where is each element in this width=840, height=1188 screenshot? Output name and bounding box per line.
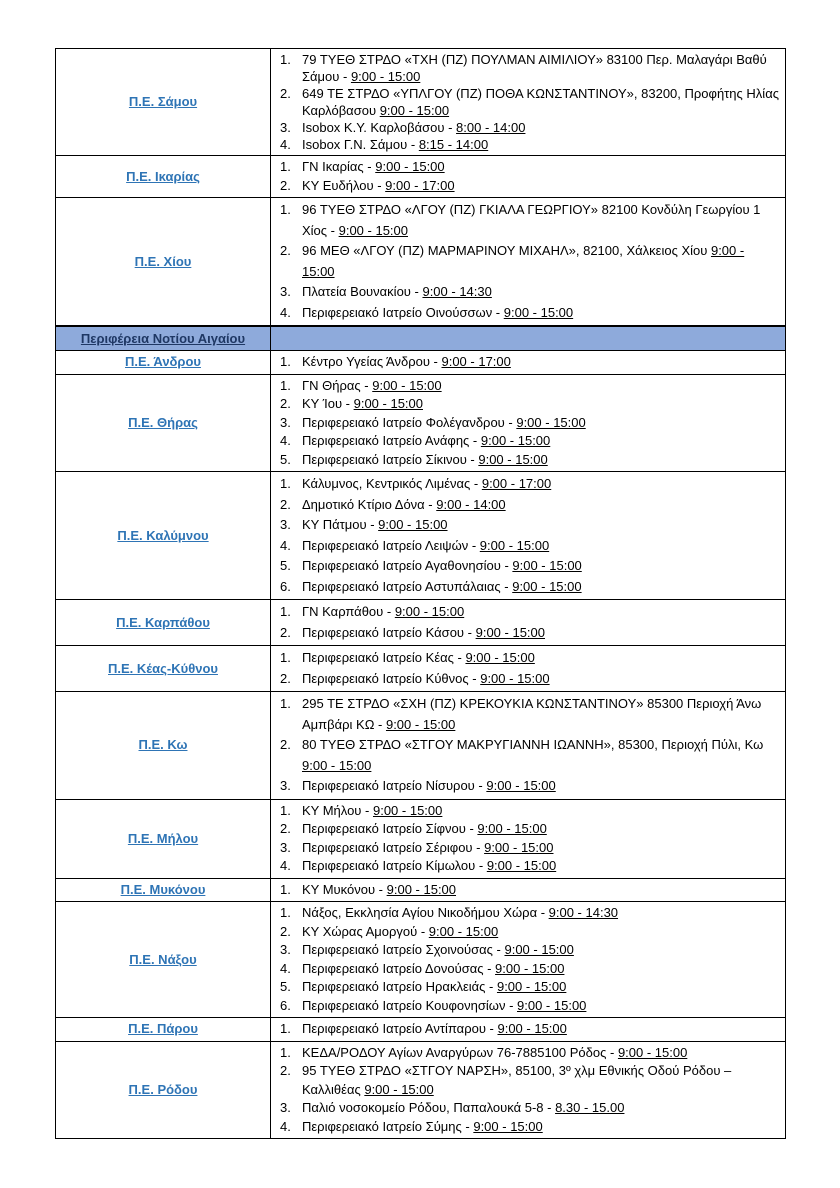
facility-name: Isobox Κ.Υ. Καρλοβάσου - (302, 120, 457, 135)
facility-name: 295 ΤΕ ΣΤΡΔΟ «ΣΧΗ (ΠΖ) ΚΡΕΚΟΥΚΙΑ ΚΩΝΣΤΑΝΤΙΝΟΥ» 85300 Περιοχή Άνω Αμπβάρι ΚΩ - (302, 696, 762, 732)
facility-item-text (302, 978, 781, 997)
facility-list-item (271, 474, 781, 495)
regional-unit-link[interactable]: Π.Ε. Ικαρίας (126, 168, 200, 184)
facility-item-number: 3. (280, 1100, 291, 1115)
facility-item-text (302, 451, 781, 470)
facility-hours: 9:00 - 15:00 (495, 960, 565, 976)
facility-name: Isobox Γ.Ν. Σάμου - (302, 137, 419, 152)
regional-unit-row (56, 600, 786, 646)
facility-item-number: 3. (280, 778, 291, 793)
facility-name: Περιφερειακό Ιατρείο Αστυπάλαιας - (302, 578, 513, 594)
facility-item-text (302, 85, 781, 119)
facility-list-cell (271, 472, 786, 600)
facility-list-item (271, 1020, 781, 1039)
facility-item-text (302, 960, 781, 979)
regional-unit-link[interactable]: Π.Ε. Θήρας (128, 414, 198, 430)
facility-hours: 9:00 - 17:00 (481, 476, 552, 491)
facility-list-item (271, 881, 781, 900)
facility-hours: 9:00 - 15:00 (517, 997, 587, 1013)
facility-item-number: 4. (280, 858, 291, 873)
facility-hours: 9:00 - 15:00 (486, 778, 556, 793)
facility-name: Περιφερειακό Ιατρείο Κέας - (302, 650, 466, 665)
facility-list-item (271, 669, 781, 690)
facility-item-number: 3. (280, 839, 291, 855)
facility-item-number: 1. (280, 696, 291, 711)
facility-name: Περιφερειακό Ιατρείο Σέριφου - (302, 839, 485, 855)
facility-item-text (302, 857, 781, 876)
facility-list-cell (271, 799, 786, 878)
facility-item-number: 5. (280, 451, 291, 467)
regional-unit-name-cell (56, 1018, 271, 1042)
facility-list-item (271, 820, 781, 839)
regional-unit-row (56, 198, 786, 327)
facility-hours: 9:00 - 15:00 (486, 858, 557, 873)
regional-unit-row (56, 878, 786, 902)
facility-item-text (302, 776, 781, 797)
regional-unit-row (56, 1018, 786, 1042)
facility-hours: 9:00 - 15:00 (504, 942, 574, 957)
facility-item-number: 4. (280, 1118, 291, 1134)
facility-hours: 9:00 - 15:00 (428, 923, 499, 939)
facility-item-text (302, 495, 781, 516)
facility-item-number: 2. (280, 243, 291, 258)
facility-list-cell (271, 878, 786, 902)
facility-item-text (302, 136, 781, 153)
facility-item-number: 5. (280, 979, 291, 994)
facility-item-text (302, 1099, 781, 1118)
facility-name: ΚΥ Μυκόνου - (302, 881, 387, 897)
facility-name: Περιφερειακό Ιατρείο Αντίπαρου - (302, 1021, 498, 1036)
facility-list-cell (271, 1018, 786, 1042)
facility-item-text (302, 177, 781, 196)
facility-item-number: 1. (280, 604, 291, 619)
facility-hours: 9:00 - 15:00 (512, 558, 582, 573)
facility-item-number: 3. (280, 517, 291, 532)
regional-unit-link[interactable]: Π.Ε. Άνδρου (125, 354, 201, 370)
facility-item-text (302, 536, 781, 557)
facility-name: 95 ΤΥΕΘ ΣΤΡΔΟ «ΣΤΓΟΥ ΝΑΡΣΗ», 85100, 3º χλμ Εθνικής Οδού Ρόδου – Καλλιθέας (302, 1063, 732, 1097)
facility-list-item (271, 158, 781, 177)
regional-unit-link[interactable]: Π.Ε. Μήλου (127, 830, 199, 846)
facility-hours: 9:00 - 17:00 (385, 177, 455, 193)
facility-list-item (271, 451, 781, 470)
facility-list-item (271, 960, 781, 979)
facility-item-text (302, 623, 781, 644)
facility-item-number: 2. (280, 177, 291, 193)
facility-item-text (302, 997, 781, 1016)
facility-item-text (302, 414, 781, 433)
regional-unit-name-cell (56, 878, 271, 902)
regional-unit-row (56, 692, 786, 800)
facility-list-item (271, 85, 781, 119)
facility-hours: 9:00 - 15:00 (516, 414, 586, 430)
facility-hours: 9:00 - 15:00 (479, 537, 550, 553)
regional-unit-link[interactable]: Π.Ε. Νάξου (129, 951, 197, 967)
facility-list-item (271, 978, 781, 997)
facility-hours: 9:00 - 15:00 (350, 69, 421, 84)
facility-list-item (271, 904, 781, 923)
facility-name: ΓΝ Θήρας - (302, 377, 373, 393)
facility-list-cell (271, 156, 786, 198)
facilities-table-body (56, 49, 786, 1139)
facility-name: Περιφερειακό Ιατρείο Νίσυρου - (302, 778, 487, 793)
facility-item-number: 4. (280, 304, 291, 320)
facility-item-text (302, 839, 781, 858)
document-page (55, 48, 785, 1139)
facility-hours: 8.30 - 15.00 (555, 1100, 625, 1115)
facility-name: 96 ΜΕΘ «ΛΓΟΥ (ΠΖ) ΜΑΡΜΑΡΙΝΟΥ ΜΙΧΑΗΛ», 82100, Χάλκειος Χίου (302, 243, 711, 258)
regional-unit-link[interactable]: Π.Ε. Κω (138, 737, 188, 753)
facility-item-number: 2. (280, 624, 291, 640)
facility-item-number: 4. (280, 137, 291, 152)
facility-item-number: 1. (280, 354, 291, 369)
facility-item-text (302, 881, 781, 900)
regional-unit-link[interactable]: Π.Ε. Πάρου (128, 1021, 198, 1037)
facility-item-number: 1. (280, 881, 291, 897)
facility-list-cell (271, 351, 786, 375)
facility-hours: 9:00 - 15:00 (496, 979, 567, 994)
facility-item-number: 2. (280, 396, 291, 411)
facility-hours: 9:00 - 15:00 (379, 103, 450, 118)
facility-item-number: 2. (280, 821, 291, 836)
facility-item-text (302, 1062, 781, 1099)
facility-item-number: 1. (280, 159, 291, 174)
facility-item-text (302, 515, 781, 536)
regional-unit-name-cell (56, 646, 271, 692)
facility-item-number: 6. (280, 997, 291, 1013)
facility-item-text (302, 904, 781, 923)
facility-item-text (302, 1020, 781, 1039)
facility-hours: 9:00 - 15:00 (503, 304, 574, 320)
facility-item-number: 3. (280, 284, 291, 299)
regional-unit-link[interactable]: Π.Ε. Σάμου (128, 94, 198, 109)
facility-item-text (302, 802, 781, 821)
facility-list-item (271, 923, 781, 942)
facility-item-number: 4. (280, 537, 291, 553)
facility-item-text (302, 648, 781, 669)
facility-item-number: 1. (280, 650, 291, 665)
regional-unit-link[interactable]: Π.Ε. Κέας-Κύθνου (108, 660, 218, 676)
regional-unit-row (56, 472, 786, 600)
regional-unit-name-cell (56, 600, 271, 646)
facility-hours: 9:00 - 15:00 (477, 821, 547, 836)
facility-list-item (271, 536, 781, 557)
facility-name: ΓΝ Ικαρίας - (302, 159, 376, 174)
facility-list-item (271, 51, 781, 85)
facility-list-cell (271, 198, 786, 327)
facility-item-number: 1. (280, 905, 291, 920)
facility-hours: 9:00 - 14:30 (422, 284, 492, 299)
facility-list-item (271, 177, 781, 196)
facility-item-text (302, 820, 781, 839)
facility-item-number: 3. (280, 120, 291, 135)
facility-item-number: 2. (280, 86, 291, 101)
facility-hours: 9:00 - 15:00 (480, 670, 550, 686)
facility-list-item (271, 414, 781, 433)
facility-name: Περιφερειακό Ιατρείο Σίφνου - (302, 821, 478, 836)
facility-item-text (302, 941, 781, 960)
regional-unit-row (56, 646, 786, 692)
facility-list-cell (271, 600, 786, 646)
facility-name: Περιφερειακό Ιατρείο Σχοινούσας - (302, 942, 505, 957)
facility-list-item (271, 556, 781, 577)
facility-name: Περιφερειακό Ιατρείο Οινούσσων - (302, 304, 504, 320)
facility-item-text (302, 303, 781, 324)
facility-hours: 9:00 - 15:00 (375, 159, 445, 174)
regional-unit-name-cell (56, 692, 271, 800)
regional-unit-name-cell (56, 198, 271, 327)
facility-name: Περιφερειακό Ιατρείο Ανάφης - (302, 433, 481, 448)
facility-item-text (302, 474, 781, 495)
facility-hours: 9:00 - 15:00 (353, 396, 423, 411)
facility-name: Δημοτικό Κτίριο Δόνα - (302, 496, 437, 512)
facility-list-item (271, 395, 781, 414)
facility-list-item (271, 623, 781, 644)
facility-name: 96 ΤΥΕΘ ΣΤΡΔΟ «ΛΓΟΥ (ΠΖ) ΓΚΙΑΛΑ ΓΕΩΡΓΙΟΥ» 82100 Κονδύλη Γεωργίου 1 Χίος - (302, 202, 761, 238)
facility-hours: 9:00 - 15:00 (385, 716, 456, 732)
regional-unit-link[interactable]: Π.Ε. Ρόδου (128, 1081, 198, 1097)
facility-list-item (271, 802, 781, 821)
facility-list-cell (271, 902, 786, 1018)
facility-list-item (271, 839, 781, 858)
regional-unit-name-cell (56, 902, 271, 1018)
facility-name: Περιφερειακό Ιατρείο Φολέγανδρου - (302, 414, 517, 430)
facility-item-number: 1. (280, 1021, 291, 1036)
regional-unit-name-cell (56, 374, 271, 472)
facility-name: Περιφερειακό Ιατρείο Κίμωλου - (302, 858, 487, 873)
facility-list-cell (271, 49, 786, 156)
facility-hours: 9:00 - 15:00 (473, 1118, 543, 1134)
facility-item-number: 3. (280, 414, 291, 430)
facility-name: Πλατεία Βουνακίου - (302, 284, 423, 299)
facility-hours: 9:00 - 15:00 (497, 1021, 567, 1036)
facility-item-text (302, 432, 781, 451)
facility-hours: 9:00 - 15:00 (475, 624, 545, 640)
facility-name: ΚΥ Μήλου - (302, 802, 373, 818)
facility-name: 649 ΤΕ ΣΤΡΔΟ «ΥΠΛΓΟΥ (ΠΖ) ΠΟΘΑ ΚΩΝΣΤΑΝΤΙΝΟΥ», 83200, Προφήτης Ηλίας Καρλόβασου (302, 86, 779, 118)
facility-item-text (302, 735, 781, 776)
facility-list-item (271, 941, 781, 960)
facility-list-item (271, 200, 781, 241)
facility-hours: 8:15 - 14:00 (418, 137, 489, 152)
facility-item-text (302, 669, 781, 690)
facility-list-cell (271, 646, 786, 692)
facility-item-number: 2. (280, 496, 291, 512)
facility-item-text (302, 241, 781, 282)
facility-list-item (271, 1062, 781, 1099)
facility-list-item (271, 353, 781, 372)
region-group-header-row (56, 326, 786, 351)
facility-item-number: 3. (280, 942, 291, 957)
facility-name: 80 ΤΥΕΘ ΣΤΡΔΟ «ΣΤΓΟΥ ΜΑΚΡΥΓΙΑΝΝΗ ΙΩΑΝΝΗ», 85300, Περιοχή Πύλι, Κω (302, 737, 764, 752)
facility-item-text (302, 1118, 781, 1137)
facility-list-item (271, 432, 781, 451)
facility-name: Περιφερειακό Ιατρείο Δονούσας - (302, 960, 496, 976)
facility-name: Περιφερειακό Ιατρείο Σύμης - (302, 1118, 474, 1134)
facility-item-text (302, 377, 781, 396)
facility-item-number: 1. (280, 802, 291, 818)
facility-item-number: 2. (280, 670, 291, 686)
facility-name: 79 ΤΥΕΘ ΣΤΡΔΟ «ΤΧΗ (ΠΖ) ΠΟΥΛΜΑΝ ΑΙΜΙΛΙΟΥ» 83100 Περ. Μαλαγάρι Βαθύ Σάμου - (302, 52, 767, 84)
facility-item-text (302, 353, 781, 372)
facility-hours: 9:00 - 15:00 (465, 650, 535, 665)
facility-list-item (271, 136, 781, 153)
regional-unit-row (56, 374, 786, 472)
facility-hours: 9:00 - 17:00 (441, 354, 511, 369)
facility-item-number: 6. (280, 578, 291, 594)
facility-hours: 9:00 - 15:00 (480, 433, 551, 448)
facility-hours: 9:00 - 15:00 (378, 517, 448, 532)
facility-hours: 9:00 - 15:00 (386, 881, 457, 897)
facility-item-number: 2. (280, 923, 291, 939)
facility-name: Περιφερειακό Ιατρείο Κύθνος - (302, 670, 481, 686)
facility-hours: 9:00 - 15:00 (617, 1044, 688, 1060)
facility-hours: 9:00 - 15:00 (478, 451, 548, 467)
facility-item-text (302, 282, 781, 303)
facility-item-number: 1. (280, 202, 291, 217)
facility-name: Περιφερειακό Ιατρείο Κάσου - (302, 624, 476, 640)
regional-unit-name-cell (56, 1041, 271, 1139)
facility-hours: 9:00 - 15:00 (372, 802, 443, 818)
facility-hours: 9:00 - 15:00 (372, 377, 442, 393)
facility-name: Κάλυμνος, Κεντρικός Λιμένας - (302, 476, 482, 491)
regional-unit-row (56, 1041, 786, 1139)
facility-list-item (271, 1099, 781, 1118)
facility-name: Περιφερειακό Ιατρείο Λειψών - (302, 537, 480, 553)
facility-list-item (271, 776, 781, 797)
facility-item-text (302, 395, 781, 414)
facility-name: ΚΥ Ευδήλου - (302, 177, 386, 193)
region-group-header-cell (56, 326, 271, 351)
facility-name: ΚΕΔΑ/ΡΟΔΟΥ Αγίων Αναργύρων 76-7885100 Ρόδος - (302, 1044, 618, 1060)
facility-name: Περιφερειακό Ιατρείο Σίκινου - (302, 451, 479, 467)
facility-list-cell (271, 374, 786, 472)
facility-name: Περιφερειακό Ιατρείο Αγαθονησίου - (302, 558, 513, 573)
facility-list-item (271, 997, 781, 1016)
facility-list-item (271, 377, 781, 396)
regional-unit-row (56, 351, 786, 375)
facility-hours: 9:00 - 15:00 (338, 222, 408, 238)
facility-hours: 9:00 - 14:30 (548, 905, 619, 920)
facility-list-item (271, 1044, 781, 1063)
facility-item-number: 2. (280, 1063, 291, 1078)
facility-list-item (271, 1118, 781, 1137)
region-group-link[interactable]: Περιφέρεια Νοτίου Αιγαίου (80, 330, 246, 346)
regional-unit-link[interactable]: Π.Ε. Μυκόνου (120, 881, 206, 897)
regional-unit-name-cell (56, 351, 271, 375)
facility-name: ΚΥ Χώρας Αμοργού - (302, 923, 429, 939)
facility-hours: 9:00 - 15:00 (512, 578, 582, 594)
facility-list-item (271, 577, 781, 598)
facility-hours: 9:00 - 14:00 (436, 496, 506, 512)
facility-list-item (271, 119, 781, 136)
facility-list-cell (271, 1041, 786, 1139)
facility-hours: 9:00 - 15:00 (364, 1081, 434, 1097)
facility-item-text (302, 200, 781, 241)
facility-name: Περιφερειακό Ιατρείο Κουφονησίων - (302, 997, 518, 1013)
facility-item-number: 5. (280, 558, 291, 573)
regional-unit-link[interactable]: Π.Ε. Χίου (134, 253, 192, 269)
facility-name: ΚΥ Ίου - (302, 396, 354, 411)
region-group-empty-cell (271, 326, 786, 351)
regional-unit-name-cell (56, 156, 271, 198)
regional-unit-link[interactable]: Π.Ε. Καλύμνου (117, 527, 209, 543)
facility-name: ΚΥ Πάτμου - (302, 517, 379, 532)
regional-unit-name-cell (56, 472, 271, 600)
facility-name: Κέντρο Υγείας Άνδρου - (302, 354, 442, 369)
facility-list-item (271, 303, 781, 324)
facility-item-text (302, 119, 781, 136)
regional-unit-row (56, 156, 786, 198)
facility-name: Νάξος, Εκκλησία Αγίου Νικοδήμου Χώρα - (302, 905, 549, 920)
facility-item-number: 4. (280, 960, 291, 976)
facility-name: Παλιό νοσοκομείο Ρόδου, Παπαλουκά 5-8 - (302, 1100, 556, 1115)
facility-list-item (271, 648, 781, 669)
facility-hours: 9:00 - 15:00 (484, 839, 554, 855)
facility-item-number: 1. (280, 1044, 291, 1060)
facility-item-number: 1. (280, 377, 291, 393)
facility-hours: 8:00 - 14:00 (456, 120, 526, 135)
facility-item-text (302, 556, 781, 577)
regional-unit-row (56, 49, 786, 156)
regional-unit-name-cell (56, 799, 271, 878)
facility-name: ΓΝ Καρπάθου - (302, 604, 395, 619)
facility-item-text (302, 158, 781, 177)
regional-unit-name-cell (56, 49, 271, 156)
facility-list-cell (271, 692, 786, 800)
facility-list-item (271, 241, 781, 282)
facility-name: Περιφερειακό Ιατρείο Ηρακλειάς - (302, 979, 497, 994)
facility-item-number: 2. (280, 737, 291, 752)
facility-item-text (302, 694, 781, 735)
facility-list-item (271, 857, 781, 876)
facility-list-item (271, 694, 781, 735)
facilities-schedule-table (55, 48, 786, 1139)
facility-list-item (271, 495, 781, 516)
regional-unit-row (56, 902, 786, 1018)
facility-list-item (271, 735, 781, 776)
facility-item-text (302, 1044, 781, 1063)
facility-item-number: 1. (280, 476, 291, 491)
facility-hours: 9:00 - 15:00 (394, 604, 465, 619)
facility-list-item (271, 515, 781, 536)
facility-item-number: 1. (280, 52, 291, 67)
facility-list-item (271, 602, 781, 623)
facility-hours: 9:00 - 15:00 (302, 243, 745, 279)
regional-unit-link[interactable]: Π.Ε. Καρπάθου (116, 614, 210, 630)
regional-unit-row (56, 799, 786, 878)
facility-item-number: 4. (280, 433, 291, 448)
facility-item-text (302, 923, 781, 942)
facility-list-item (271, 282, 781, 303)
facility-item-text (302, 51, 781, 85)
facility-item-text (302, 577, 781, 598)
facility-hours: 9:00 - 15:00 (302, 757, 372, 773)
facility-item-text (302, 602, 781, 623)
